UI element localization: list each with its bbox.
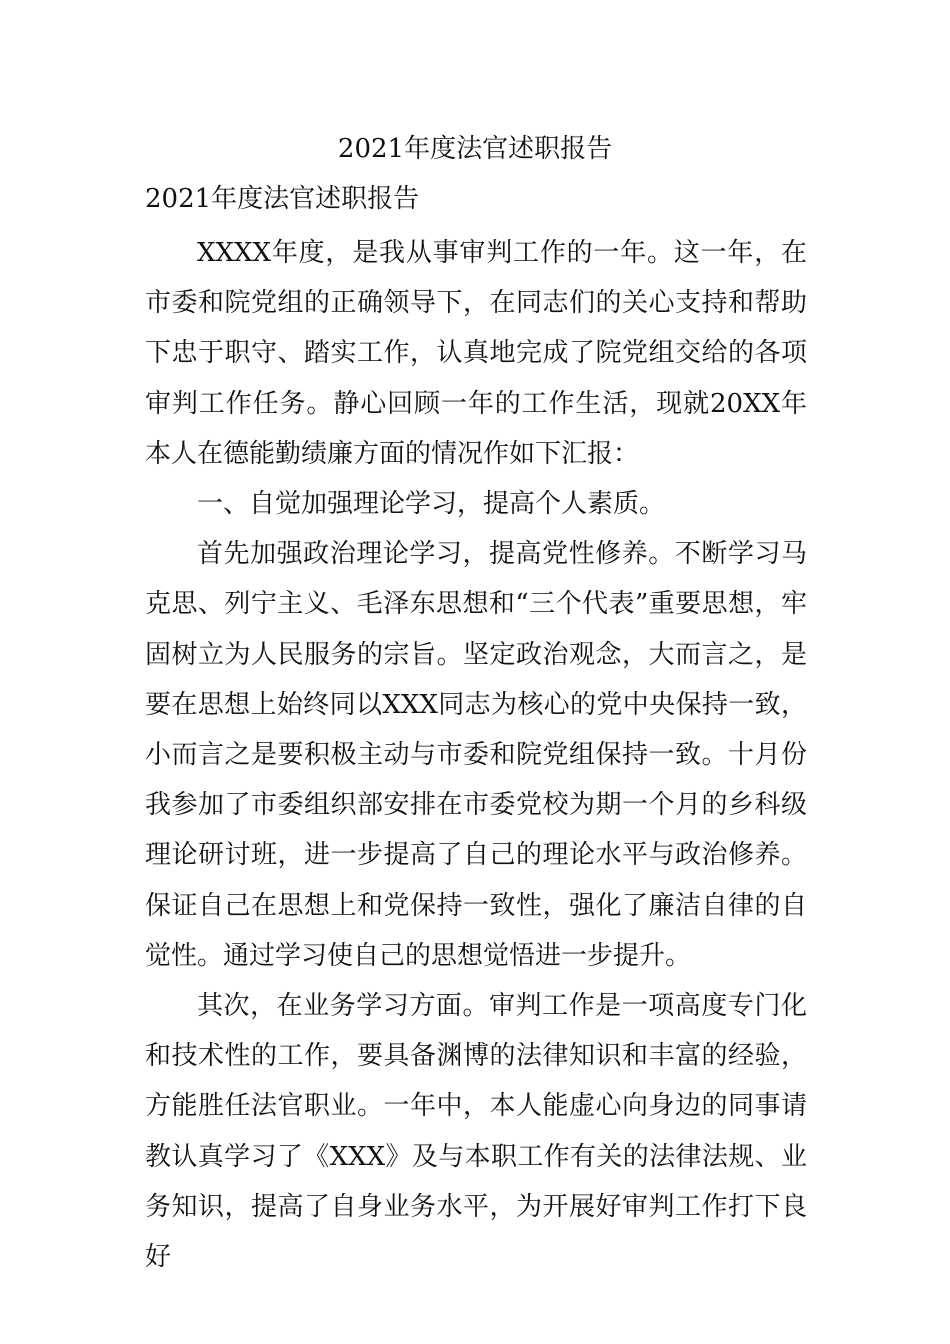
document-title: 2021年度法官述职报告	[337, 134, 613, 164]
paragraph-political-study: 首先加强政治理论学习，提高党性修养。不断学习马克思、列宁主义、毛泽东思想和“三个代表”重要思想，牢固树立为人民服务的宗旨。坚定政治观念，大而言之，是要在思想上始终同以XXX同志为核心的党中央保持一致，小而言之是要积极主动与市委和院党组保持一致。十月份我参加了市委组织部安排在市委党校为期一个月的乡科级理论研讨班，进一步提高了自己的理论水平与政治修养。保证自己在思想上和党保持一致性，强化了廉洁自律的自觉性。通过学习使自己的思想觉悟进一步提升。	[145, 539, 807, 971]
document-subtitle: 2021年度法官述职报告	[145, 184, 420, 214]
paragraph-business-study: 其次，在业务学习方面。审判工作是一项高度专门化和技术性的工作，要具备渊博的法律知识和丰富的经验，方能胜任法官职业。一年中，本人能虚心向身边的同事请教认真学习了《XXX》及与本职工作有关的法律法规、业务知识，提高了自身业务水平，为开展好审判工作打下良好	[145, 991, 807, 1273]
paragraph-intro: XXXX年度，是我从事审判工作的一年。这一年，在市委和院党组的正确领导下，在同志们的关心支持和帮助下忠于职守、踏实工作，认真地完成了院党组交给的各项审判工作任务。静心回顾一年的工作生活，现就20XX年本人在德能勤绩廉方面的情况作如下汇报：	[145, 238, 807, 469]
document-body	[145, 228, 807, 1282]
section-heading-1: 一、自觉加强理论学习，提高个人素质。	[197, 489, 666, 520]
